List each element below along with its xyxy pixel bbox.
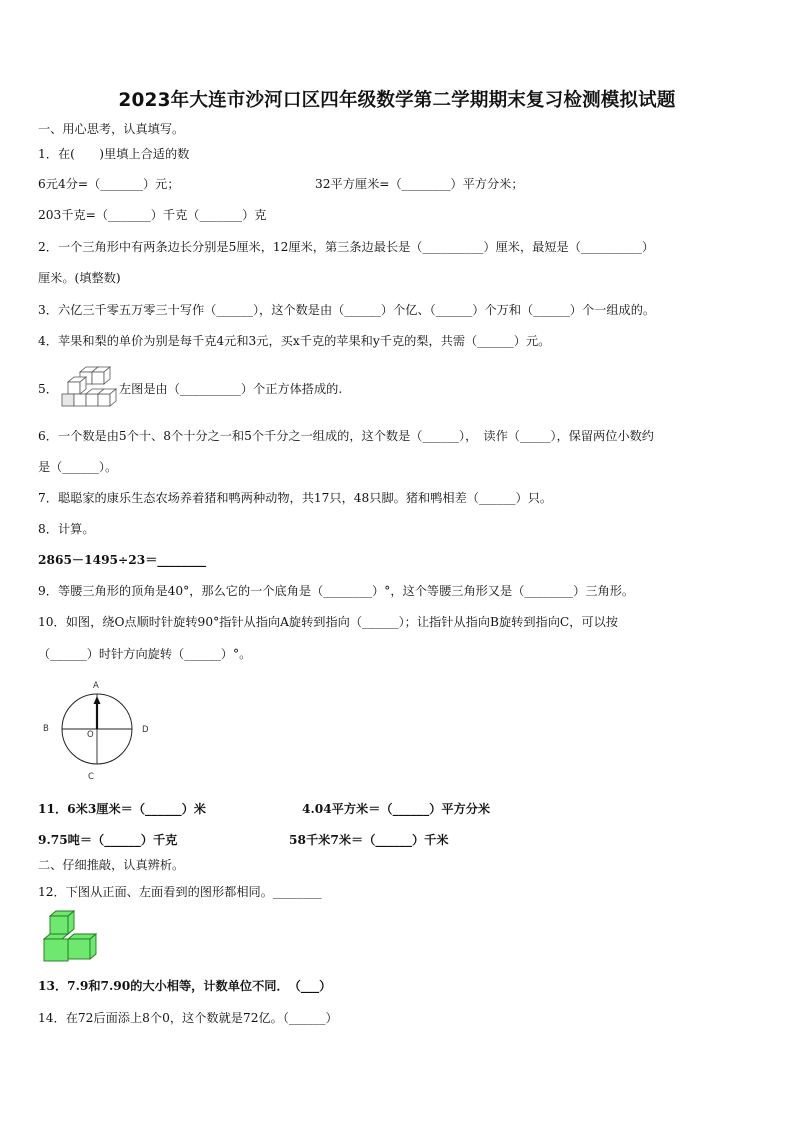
- cube-stack-figure: [58, 366, 120, 408]
- question-11a: 11．6米3厘米＝（______）米: [38, 802, 206, 816]
- page-title: 2023年大连市沙河口区四年级数学第二学期期末复习检测模拟试题: [118, 90, 676, 111]
- question-10b: （______）时针方向旋转（______）°。: [38, 647, 252, 661]
- green-cubes-figure: [40, 910, 106, 964]
- clock-label-o: O: [87, 730, 94, 740]
- question-11d: 58千米7米＝（______）千米: [289, 833, 449, 847]
- question-6b: 是（______）。: [38, 460, 118, 474]
- question-1c: 203千克=（_______）千克（_______）克: [38, 208, 267, 222]
- clock-label-a: A: [93, 681, 99, 691]
- question-1: 1．在( )里填上合适的数: [38, 147, 190, 161]
- question-1b: 32平方厘米=（________）平方分米；: [315, 177, 524, 191]
- question-4: 4．苹果和梨的单价为别是每千克4元和3元，买x千克的苹果和y千克的梨，共需（______）元。: [38, 334, 551, 348]
- question-10a: 10．如图，绕O点顺时针旋转90°指针从指向A旋转到指向（______）；让指针从指向B旋转到指向C，可以按: [38, 615, 618, 629]
- section-heading-1: 一、用心思考，认真填写。: [38, 122, 185, 136]
- question-5-text: 左图是由（__________）个正方体搭成的.: [119, 382, 343, 396]
- question-5-number: 5．: [38, 382, 58, 396]
- question-1a: 6元4分=（_______）元；: [38, 177, 180, 191]
- clock-figure: [56, 688, 138, 770]
- question-3: 3．六亿三千零五万零三十写作（______），这个数是由（______）个亿、（______）个万和（______）个一组成的。: [38, 303, 656, 317]
- section-heading-2: 二、仔细推敲，认真辨析。: [38, 858, 185, 872]
- question-7: 7．聪聪家的康乐生态农场养着猪和鸭两种动物，共17只，48只脚。猪和鸭相差（______）只。: [38, 491, 553, 505]
- clock-label-b: B: [43, 724, 49, 734]
- question-2a: 2．一个三角形中有两条边长分别是5厘米，12厘米，第三条边最长是（__________）厘米，最短是（__________）: [38, 240, 655, 254]
- clock-label-c: C: [88, 772, 94, 782]
- question-6a: 6．一个数是由5个十、8个十分之一和5个千分之一组成的，这个数是（______）， 读作（_____），保留两位小数约: [38, 429, 654, 443]
- question-11c: 9.75吨＝（______）千克: [38, 833, 178, 847]
- question-2b: 厘米。(填整数): [38, 271, 121, 285]
- question-12: 12．下图从正面、左面看到的图形都相同。________: [38, 885, 322, 899]
- question-13: 13．7.9和7.90的大小相等，计数单位不同． （___）: [38, 979, 332, 993]
- question-8a: 2865－1495÷23＝________: [38, 553, 207, 567]
- question-14: 14．在72后面添上8个0，这个数就是72亿。（______）: [38, 1011, 338, 1025]
- question-11b: 4.04平方米＝（______）平方分米: [302, 802, 491, 816]
- question-8: 8．计算。: [38, 522, 95, 536]
- clock-label-d: D: [142, 725, 149, 735]
- question-9: 9．等腰三角形的顶角是40°，那么它的一个底角是（________）°，这个等腰三角形又是（________）三角形。: [38, 584, 635, 598]
